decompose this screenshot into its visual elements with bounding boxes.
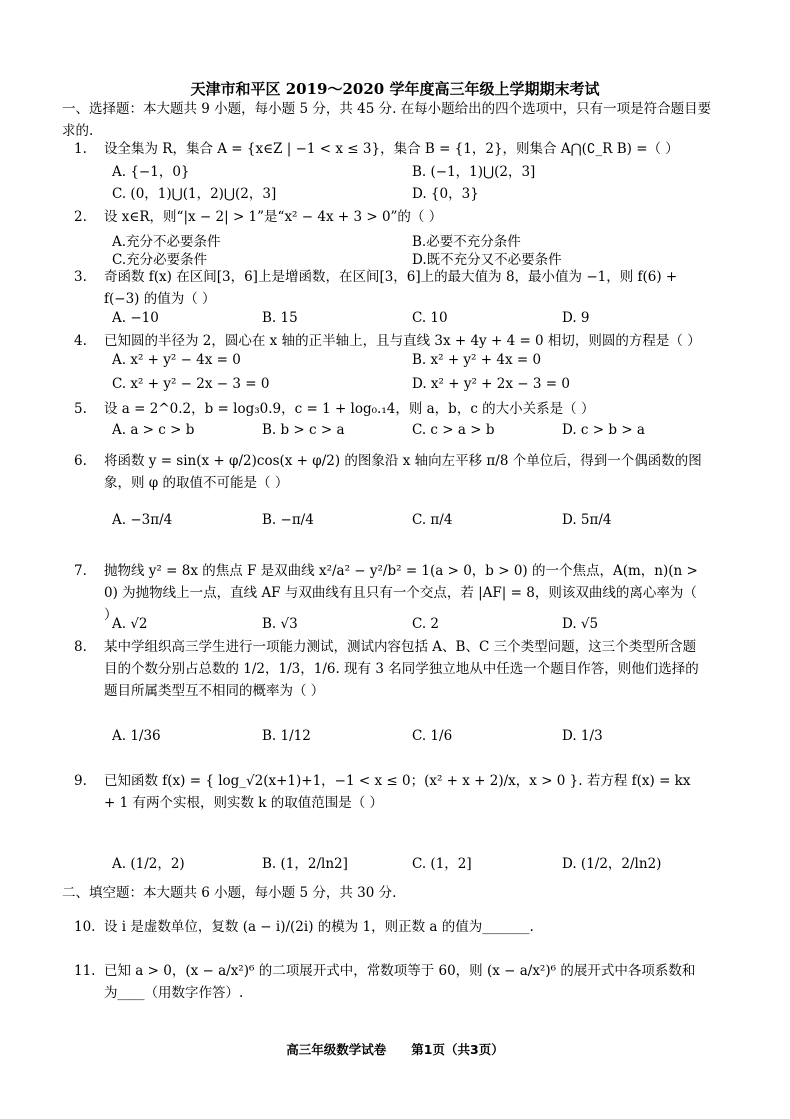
option-d: D. (1/2，2/ln2) [562, 856, 662, 872]
option-c: C.充分必要条件 [112, 252, 208, 268]
option-a: A. 1/36 [112, 728, 161, 744]
option-a: A. x² + y² − 4x = 0 [112, 352, 241, 368]
question-text: 将函数 y = sin(x + φ/2)cos(x + φ/2) 的图象沿 x 轴向左平移 π/8 个单位后，得到一个偶函数的图象，则 φ 的取值不可能是（ ） [104, 453, 702, 491]
question-text: 设 x∈R，则“|x − 2| > 1”是“x² − 4x + 3 > 0”的（ ） [104, 209, 443, 225]
option-c: C. x² + y² − 2x − 3 = 0 [112, 376, 270, 392]
option-a: A. (1/2，2) [112, 856, 185, 872]
question-number: 2. [74, 209, 87, 225]
question-text: 已知圆的半径为 2，圆心在 x 轴的正半轴上，且与直线 3x + 4y + 4 = 0 相切，则圆的方程是（ ） [104, 333, 701, 349]
section-1-heading: 一、选择题：本大题共 9 小题，每小题 5 分，共 45 分. 在每小题给出的四个选项中，只有一项是符合题目要求的. [62, 101, 712, 139]
question-number: 3. [74, 269, 87, 285]
question-text: 设 i 是虚数单位，复数 (a − i)/(2i) 的模为 1，则正数 a 的值为_______. [104, 919, 534, 935]
option-b: B. √3 [262, 616, 298, 632]
option-b: B.必要不充分条件 [412, 234, 521, 250]
option-d: D. x² + y² + 2x − 3 = 0 [412, 376, 570, 392]
question-number: 4. [74, 333, 87, 349]
option-d: D.既不充分又不必要条件 [412, 252, 562, 268]
option-b: B. x² + y² + 4x = 0 [412, 352, 542, 368]
option-d: D. c > b > a [562, 422, 645, 438]
question-number: 1. [74, 141, 87, 157]
option-c: C. π/4 [412, 512, 453, 528]
option-c: C. c > a > b [412, 422, 495, 438]
question-text: 抛物线 y² = 8x 的焦点 F 是双曲线 x²/a² − y²/b² = 1(a > 0，b > 0) 的一个焦点，A(m，n)(n > 0) 为抛物线上一点，直线 AF 与双曲线有且只有一个交点，若 |AF| = 8，则该双曲线的离心率为（ ） [104, 563, 698, 623]
option-b: B. (1，2/ln2] [262, 856, 348, 872]
question-number: 7. [74, 563, 87, 579]
section-2-heading: 二、填空题：本大题共 6 小题，每小题 5 分，共 30 分. [62, 885, 397, 901]
option-a: A. −10 [112, 310, 159, 326]
option-c: C. 10 [412, 310, 448, 326]
option-a: A. a > c > b [112, 422, 195, 438]
option-d: D. 1/3 [562, 728, 603, 744]
question-number: 5. [74, 401, 87, 417]
option-c: C. (0，1)⋃(1，2)⋃(2，3] [112, 186, 277, 202]
option-d: D. 9 [562, 310, 590, 326]
question-text: 奇函数 f(x) 在区间[3，6]上是增函数，在区间[3，6]上的最大值为 8，最小值为 −1，则 f(6) + f(−3) 的值为（ ） [104, 269, 678, 307]
question-number: 11. [74, 963, 96, 979]
question-number: 8. [74, 639, 87, 655]
option-b: B. (−1，1)⋃(2，3] [412, 164, 536, 180]
option-c: C. 1/6 [412, 728, 453, 744]
option-b: B. 15 [262, 310, 298, 326]
option-a: A. {−1，0} [112, 164, 190, 180]
page-footer: 高三年级数学试卷 第1页（共3页） [286, 1042, 504, 1057]
question-text: 某中学组织高三学生进行一项能力测试，测试内容包括 A、B、C 三个类型问题，这三个类型所含题目的个数分别占总数的 1/2，1/3，1/6. 现有 3 名同学独立地从中任选一个题目作答，则他们选择的题目所属类型互不相同的概率为（ ） [104, 639, 699, 699]
question-text: 设 a = 2^0.2，b = log₃0.9，c = 1 + log₀.₁4，则 a，b，c 的大小关系是（ ） [104, 401, 595, 417]
option-b: B. 1/12 [262, 728, 311, 744]
option-b: B. −π/4 [262, 512, 314, 528]
option-d: D. 5π/4 [562, 512, 612, 528]
option-c: C. 2 [412, 616, 440, 632]
option-b: B. b > c > a [262, 422, 345, 438]
option-d: D. {0，3} [412, 186, 479, 202]
question-text: 设全集为 R，集合 A = {x∈Z | −1 < x ≤ 3}，集合 B = {1，2}，则集合 A⋂(∁_R B) =（ ） [104, 141, 679, 157]
question-number: 10. [74, 919, 96, 935]
option-c: C. (1，2] [412, 856, 472, 872]
question-text: 已知函数 f(x) = { log_√2(x+1)+1，−1 < x ≤ 0；(x² + x + 2)/x，x > 0 }. 若方程 f(x) = kx + 1 有两个实根，则实数 k 的取值范围是（ ） [104, 773, 691, 811]
option-a: A. −3π/4 [112, 512, 173, 528]
question-number: 6. [74, 453, 87, 469]
option-a: A.充分不必要条件 [112, 234, 221, 250]
question-number: 9. [74, 773, 87, 789]
question-text: 已知 a > 0，(x − a/x²)⁶ 的二项展开式中，常数项等于 60，则 (x − a/x²)⁶ 的展开式中各项系数和为____（用数字作答）. [104, 963, 696, 1001]
option-a: A. √2 [112, 616, 148, 632]
option-d: D. √5 [562, 616, 599, 632]
exam-title: 天津市和平区 2019～2020 学年度高三年级上学期期末考试 [190, 80, 600, 98]
